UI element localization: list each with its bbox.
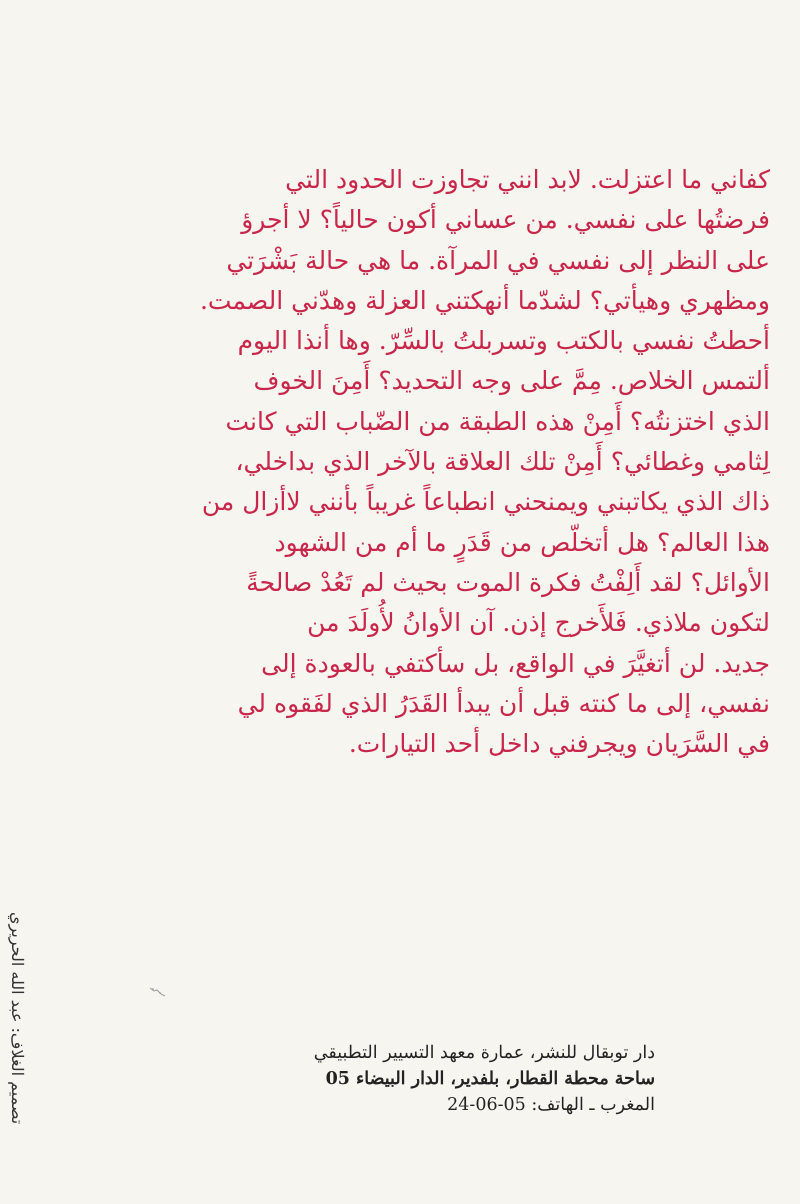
passage-line: على النظر إلى نفسي في المرآة. ما هي حالة بَشْرَتي [226,245,770,275]
passage-line: لتكون ملاذي. فَلأَخرج إذن. آن الأوانُ لأُولَدَ من [307,608,770,638]
passage-line: الأوائل؟ لقد أَلِفْتُ فكرة الموت بحيث لم تَعُدْ صالحةً [246,567,770,597]
publisher-address-line: ساحة محطة القطار، بلفدير، الدار البيضاء 05 [325,1069,655,1089]
passage-line: فرضتُها على نفسي. من عساني أكون حالياً؟ لا أجرؤ [241,205,770,235]
cover-design-credit-text: تصميم الغلاف: عبد الله الحريري [8,912,27,1125]
passage-line: الذي اختزنتُه؟ أَمِنْ هذه الطبقة من الضّباب التي كانت [225,406,770,436]
publisher-address [250,1040,655,1118]
passage-line: ذاك الذي يكاتبني ويمنحني انطباعاً غريباً بأنني لاأزال من [201,487,770,517]
passage-line: أحطتُ نفسي بالكتب وتسربلتُ بالسِّرّ. وها أنذا اليوم [237,326,770,356]
passage-line: نفسي، إلى ما كنته قبل أن يبدأ القَدَرُ الذي لفَقوه لي [237,688,770,718]
passage-line: في السَّرَيان ويجرفني داخل أحد التيارات. [348,729,770,759]
passage-line: لِثامي وغطائي؟ أَمِنْ تلك العلاقة بالآخر الذي بداخلي، [235,447,770,477]
paper-speck-mark [148,985,168,999]
publisher-phone-line: المغرب ـ الهاتف: 05-06-24 [447,1095,655,1115]
passage-line: ومظهري وهيأتي؟ لشدّما أنهكتني العزلة وهدّني الصمت. [199,285,770,315]
passage-line: ألتمس الخلاص. مِمَّ على وجه التحديد؟ أَمِنَ الخوف [253,366,770,396]
publisher-name-line: دار توبقال للنشر، عمارة معهد التسيير التطبيقي [313,1043,655,1063]
cover-design-credit [4,912,34,1202]
blurb-passage [170,160,770,764]
passage-line: كفاني ما اعتزلت. لابد انني تجاوزت الحدود التي [285,165,770,194]
passage-line: جديد. لن أتغيَّرَ في الواقع، بل سأكتفي بالعودة إلى [261,648,770,678]
passage-line: هذا العالم؟ هل أتخلّص من قَدَرٍ ما أم من الشهود [274,527,770,557]
